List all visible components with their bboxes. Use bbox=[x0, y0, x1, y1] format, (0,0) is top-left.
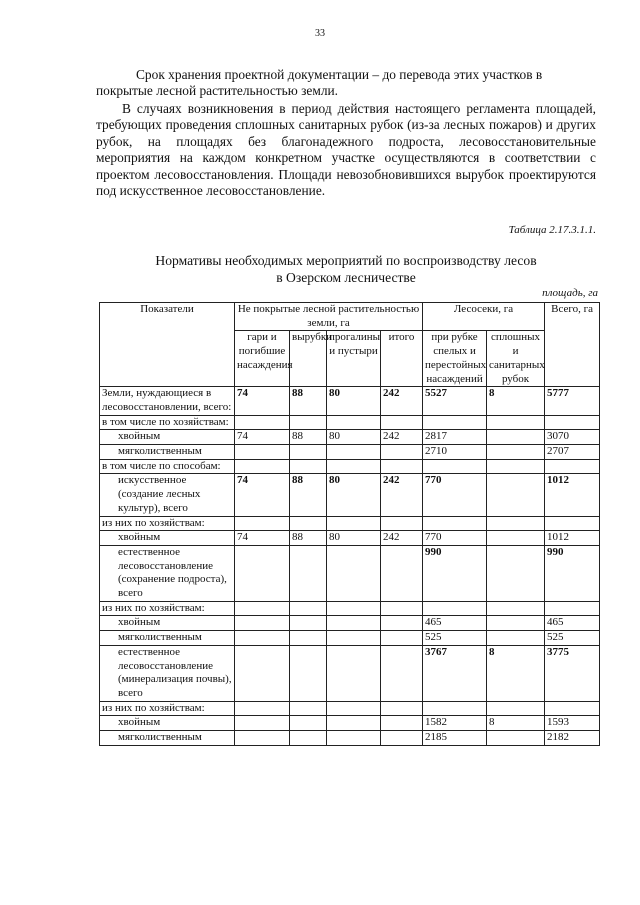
cell-total bbox=[545, 516, 600, 531]
cell-sanitary bbox=[487, 531, 545, 546]
table-row bbox=[100, 459, 600, 474]
table-header-row-1 bbox=[100, 303, 600, 331]
cell-total: 1593 bbox=[545, 716, 600, 731]
cell-total bbox=[545, 701, 600, 716]
cell-total bbox=[545, 459, 600, 474]
cell-glades: 80 bbox=[327, 430, 381, 445]
cell-sanitary bbox=[487, 631, 545, 646]
cell-total: 990 bbox=[545, 545, 600, 601]
row-label: из них по хозяйствам: bbox=[100, 601, 235, 616]
header-mature-felling: при рубке спелых и перестойных насаждений bbox=[423, 331, 487, 387]
cell-mature: 525 bbox=[423, 631, 487, 646]
reforestation-norms-table bbox=[99, 302, 600, 746]
header-not-covered-lands: Не покрытые лесной растительностью земли, га bbox=[235, 303, 423, 331]
cell-burnt bbox=[235, 415, 290, 430]
cell-subtotal bbox=[381, 701, 423, 716]
cell-sanitary bbox=[487, 731, 545, 746]
cell-sanitary bbox=[487, 545, 545, 601]
row-label: из них по хозяйствам: bbox=[100, 701, 235, 716]
cell-mature: 1582 bbox=[423, 716, 487, 731]
cell-subtotal bbox=[381, 645, 423, 701]
header-total: Всего, га bbox=[545, 303, 600, 387]
cell-subtotal: 242 bbox=[381, 387, 423, 415]
row-label: хвойным bbox=[100, 716, 235, 731]
cell-glades bbox=[327, 415, 381, 430]
cell-glades bbox=[327, 516, 381, 531]
cell-subtotal bbox=[381, 459, 423, 474]
table-row bbox=[100, 731, 600, 746]
cell-burnt: 74 bbox=[235, 474, 290, 516]
cell-burnt bbox=[235, 516, 290, 531]
cell-burnt bbox=[235, 616, 290, 631]
cell-glades bbox=[327, 616, 381, 631]
cell-clearings bbox=[290, 601, 327, 616]
row-label: в том числе по способам: bbox=[100, 459, 235, 474]
row-label: хвойным bbox=[100, 531, 235, 546]
cell-clearings bbox=[290, 631, 327, 646]
cell-glades bbox=[327, 445, 381, 460]
cell-sanitary: 8 bbox=[487, 645, 545, 701]
header-glades: прогалины и пустыри bbox=[327, 331, 381, 387]
cell-clearings bbox=[290, 645, 327, 701]
cell-glades bbox=[327, 545, 381, 601]
cell-total: 1012 bbox=[545, 474, 600, 516]
cell-total bbox=[545, 415, 600, 430]
cell-glades bbox=[327, 731, 381, 746]
cell-clearings bbox=[290, 415, 327, 430]
header-subtotal: итого bbox=[381, 331, 423, 387]
row-label: естественное лесовосстановление (сохранение подроста), всего bbox=[100, 545, 235, 601]
cell-total: 3070 bbox=[545, 430, 600, 445]
cell-total bbox=[545, 601, 600, 616]
table-row bbox=[100, 545, 600, 601]
header-sanitary-felling: сплошных и санитарных рубок bbox=[487, 331, 545, 387]
cell-clearings: 88 bbox=[290, 531, 327, 546]
cell-sanitary bbox=[487, 459, 545, 474]
cell-clearings bbox=[290, 716, 327, 731]
cell-glades bbox=[327, 701, 381, 716]
cell-total: 2182 bbox=[545, 731, 600, 746]
row-label: мягколиственным bbox=[100, 445, 235, 460]
cell-mature: 990 bbox=[423, 545, 487, 601]
cell-burnt bbox=[235, 445, 290, 460]
cell-burnt bbox=[235, 645, 290, 701]
cell-sanitary bbox=[487, 616, 545, 631]
cell-glades bbox=[327, 459, 381, 474]
cell-subtotal bbox=[381, 415, 423, 430]
cell-subtotal bbox=[381, 631, 423, 646]
cell-mature: 2185 bbox=[423, 731, 487, 746]
row-label: хвойным bbox=[100, 430, 235, 445]
cell-glades: 80 bbox=[327, 387, 381, 415]
cell-burnt bbox=[235, 631, 290, 646]
cell-clearings bbox=[290, 459, 327, 474]
cell-mature bbox=[423, 601, 487, 616]
cell-sanitary bbox=[487, 430, 545, 445]
table-row bbox=[100, 516, 600, 531]
cell-sanitary bbox=[487, 474, 545, 516]
row-label: мягколиственным bbox=[100, 631, 235, 646]
cell-burnt bbox=[235, 545, 290, 601]
cell-clearings: 88 bbox=[290, 474, 327, 516]
table-row bbox=[100, 701, 600, 716]
cell-subtotal bbox=[381, 545, 423, 601]
cell-clearings bbox=[290, 731, 327, 746]
table-title bbox=[96, 252, 596, 286]
cell-mature: 465 bbox=[423, 616, 487, 631]
cell-glades bbox=[327, 645, 381, 701]
cell-mature bbox=[423, 701, 487, 716]
cell-mature: 3767 bbox=[423, 645, 487, 701]
row-label: мягколиственным bbox=[100, 731, 235, 746]
header-clearings: вырубки bbox=[290, 331, 327, 387]
table-title-line-1: Нормативы необходимых мероприятий по воспроизводству лесов bbox=[155, 253, 537, 268]
table-row bbox=[100, 531, 600, 546]
cell-subtotal bbox=[381, 616, 423, 631]
table-row bbox=[100, 601, 600, 616]
cell-total: 2707 bbox=[545, 445, 600, 460]
cell-burnt bbox=[235, 716, 290, 731]
cell-burnt: 74 bbox=[235, 430, 290, 445]
row-label: искусственное (создание лесных культур), всего bbox=[100, 474, 235, 516]
cell-sanitary bbox=[487, 601, 545, 616]
table-row bbox=[100, 415, 600, 430]
cell-clearings bbox=[290, 516, 327, 531]
row-label: в том числе по хозяйствам: bbox=[100, 415, 235, 430]
cell-total: 5777 bbox=[545, 387, 600, 415]
table-row bbox=[100, 387, 600, 415]
cell-clearings bbox=[290, 545, 327, 601]
table-caption: Таблица 2.17.3.1.1. bbox=[508, 224, 596, 236]
row-label: хвойным bbox=[100, 616, 235, 631]
table-unit-label: площадь, га bbox=[542, 287, 598, 299]
cell-subtotal bbox=[381, 601, 423, 616]
cell-glades: 80 bbox=[327, 531, 381, 546]
cell-clearings: 88 bbox=[290, 430, 327, 445]
cell-subtotal: 242 bbox=[381, 430, 423, 445]
cell-subtotal: 242 bbox=[381, 474, 423, 516]
cell-clearings bbox=[290, 445, 327, 460]
table-row bbox=[100, 445, 600, 460]
cell-clearings bbox=[290, 616, 327, 631]
table-row bbox=[100, 645, 600, 701]
table-row bbox=[100, 616, 600, 631]
cell-sanitary: 8 bbox=[487, 716, 545, 731]
cell-sanitary bbox=[487, 516, 545, 531]
table-title-line-2: в Озерском лесничестве bbox=[276, 270, 416, 285]
cell-burnt bbox=[235, 459, 290, 474]
cell-glades: 80 bbox=[327, 474, 381, 516]
cell-mature bbox=[423, 516, 487, 531]
cell-mature bbox=[423, 415, 487, 430]
cell-burnt bbox=[235, 701, 290, 716]
cell-burnt bbox=[235, 601, 290, 616]
cell-subtotal bbox=[381, 445, 423, 460]
paragraph-reforestation-cases: В случаях возникновения в период действия настоящего регламента площадей, требующих проведения сплошных санитарных рубок (из-за лесных пожаров) и других рубок, на площадях без благонадежного подроста, лесовосстановительные мероприятия на каждом конкретном участке осуществляются в соответствии с проектом лесовосстановления. Площади невозобновившихся вырубок проектируются под искусственное лесовосстановление. bbox=[96, 101, 596, 199]
cell-burnt bbox=[235, 731, 290, 746]
cell-subtotal bbox=[381, 731, 423, 746]
row-label: естественное лесовосстановление (минерализация почвы), всего bbox=[100, 645, 235, 701]
cell-glades bbox=[327, 631, 381, 646]
cell-burnt: 74 bbox=[235, 387, 290, 415]
cell-glades bbox=[327, 716, 381, 731]
table-row bbox=[100, 474, 600, 516]
cell-mature: 5527 bbox=[423, 387, 487, 415]
cell-sanitary bbox=[487, 701, 545, 716]
row-label: из них по хозяйствам: bbox=[100, 516, 235, 531]
cell-total: 1012 bbox=[545, 531, 600, 546]
cell-clearings: 88 bbox=[290, 387, 327, 415]
table-row bbox=[100, 716, 600, 731]
cell-mature: 2817 bbox=[423, 430, 487, 445]
table-row bbox=[100, 631, 600, 646]
cell-clearings bbox=[290, 701, 327, 716]
header-cutting-areas: Лесосеки, га bbox=[423, 303, 545, 331]
cell-subtotal bbox=[381, 516, 423, 531]
cell-total: 525 bbox=[545, 631, 600, 646]
cell-subtotal: 242 bbox=[381, 531, 423, 546]
cell-mature bbox=[423, 459, 487, 474]
cell-sanitary: 8 bbox=[487, 387, 545, 415]
cell-glades bbox=[327, 601, 381, 616]
cell-mature: 2710 bbox=[423, 445, 487, 460]
table-row bbox=[100, 430, 600, 445]
cell-total: 3775 bbox=[545, 645, 600, 701]
cell-subtotal bbox=[381, 716, 423, 731]
header-indicators: Показатели bbox=[100, 303, 235, 387]
cell-mature: 770 bbox=[423, 474, 487, 516]
cell-sanitary bbox=[487, 415, 545, 430]
row-label: Земли, нуждающиеся в лесовосстановлении, всего: bbox=[100, 387, 235, 415]
cell-burnt: 74 bbox=[235, 531, 290, 546]
paragraph-storage-period: Срок хранения проектной документации – до перевода этих участков в покрытые лесной растительностью земли. bbox=[96, 67, 543, 99]
cell-total: 465 bbox=[545, 616, 600, 631]
cell-sanitary bbox=[487, 445, 545, 460]
cell-mature: 770 bbox=[423, 531, 487, 546]
header-burnt: гари и погибшие насаждения bbox=[235, 331, 290, 387]
page-number: 33 bbox=[315, 28, 325, 39]
